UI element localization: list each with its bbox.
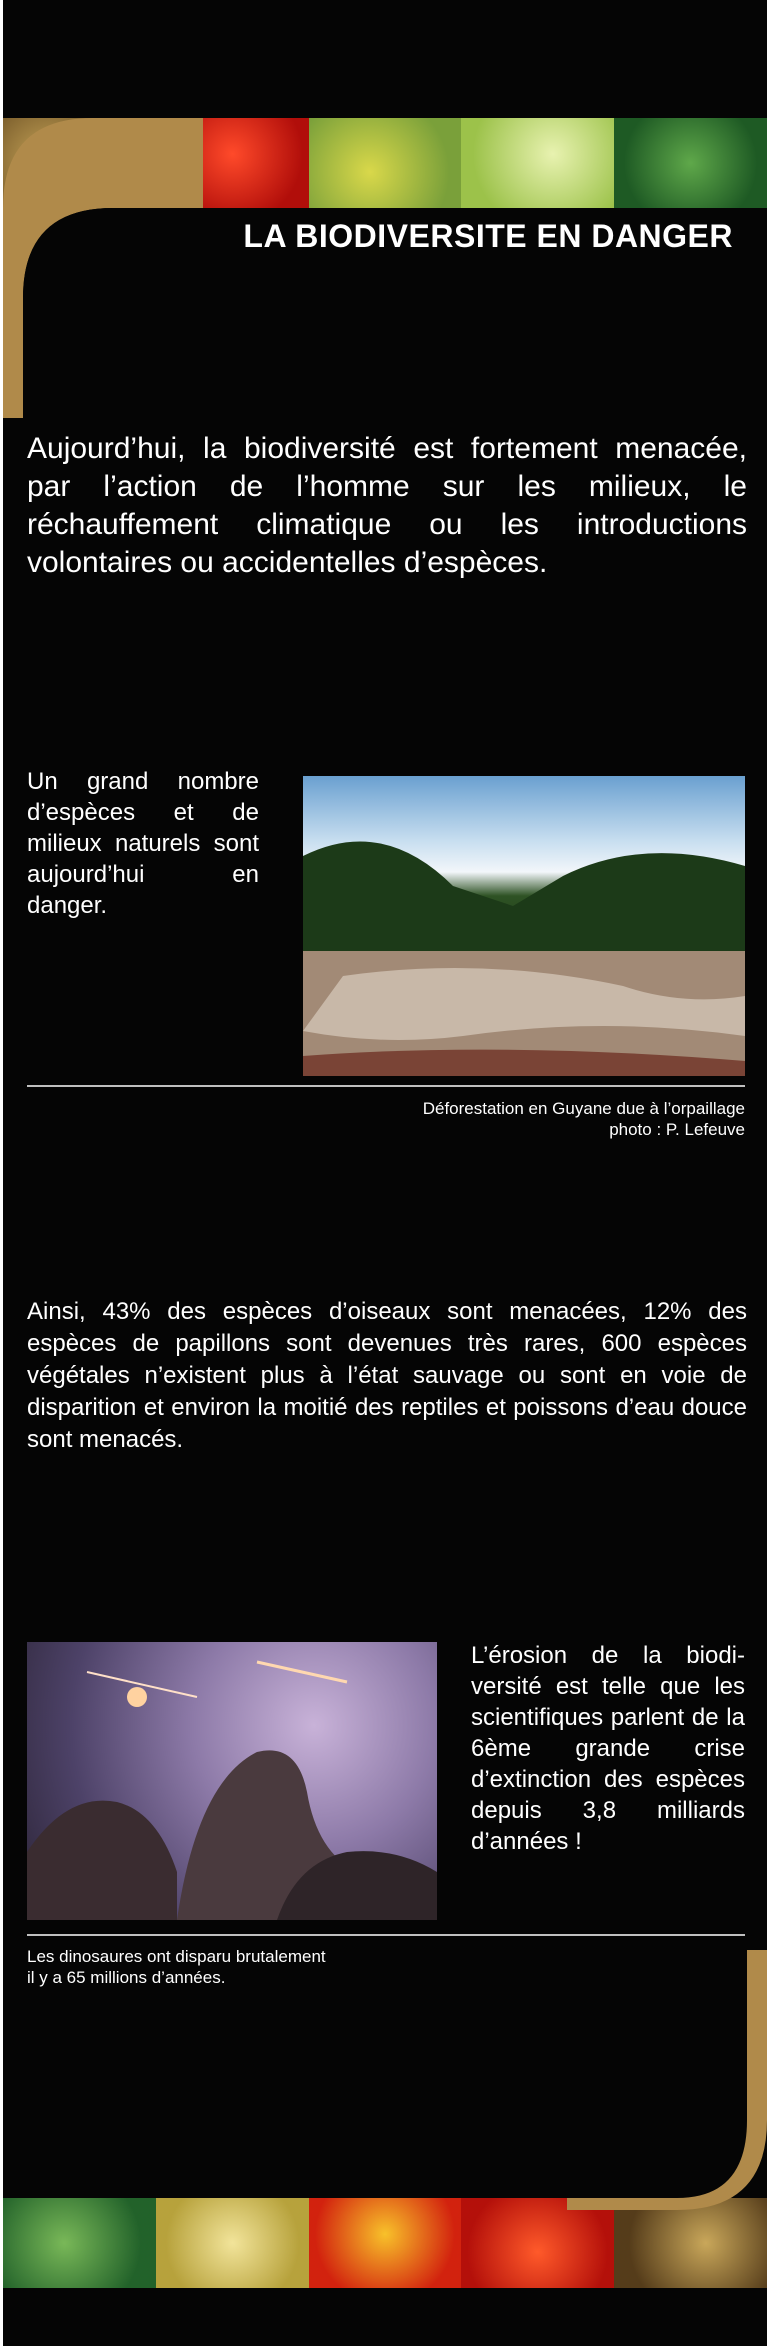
dinosaur-illustration xyxy=(27,1642,437,1920)
statistics-paragraph: Ainsi, 43% des espèces d’oiseaux sont menacées, 12% des espèces de papillons sont devenues très rares, 600 espèces végétales n’existent plus à l’état sauvage ou sont en voie de disparition et environ la moitié des reptiles et poissons d’eau douce sont menacés. xyxy=(27,1298,747,1453)
caption-line-2: il y a 65 millions d’années. xyxy=(27,1968,226,1987)
banner-frog-image xyxy=(461,118,614,208)
poster xyxy=(3,0,767,2346)
caption-line-1: Les dinosaures ont disparu brutalement xyxy=(27,1947,326,1966)
poster-title: LA BIODIVERSITE EN DANGER xyxy=(243,218,733,254)
banner-cream-flower-image xyxy=(156,2198,309,2288)
deforestation-caption xyxy=(303,1098,745,1140)
banner-leopard-image xyxy=(614,2198,767,2288)
banner-leaf-image xyxy=(614,118,767,208)
deforestation-photo xyxy=(303,776,745,1076)
banner-leaf-image xyxy=(3,2198,156,2288)
extinction-text: L’érosion de la biodi-versité est telle que les scientifiques parlent de la 6ème grande crise d’extinction des espèces depuis 3,8 milliards d’années ! xyxy=(471,1642,745,1855)
dinosaur-caption xyxy=(27,1946,447,1988)
caption-divider-2 xyxy=(27,1934,745,1936)
top-left-curve xyxy=(3,118,203,418)
bottom-right-curve xyxy=(567,1950,767,2210)
danger-text: Un grand nombre d’espèces et de milieux naturels sont aujourd’hui en danger. xyxy=(27,768,259,919)
bottom-nature-banner xyxy=(3,2198,767,2288)
banner-red-flower-image xyxy=(461,2198,614,2288)
caption-divider-1 xyxy=(27,1085,745,1087)
photo-credit: photo : P. Lefeuve xyxy=(609,1120,745,1139)
caption-title: Déforestation en Guyane due à l’orpaillage xyxy=(422,1099,745,1118)
intro-paragraph: Aujourd’hui, la biodiversité est fortement menacée, par l’action de l’homme sur les milieux, le réchauffement climatique ou les introductions volontaires ou accidentelles d’espèces. xyxy=(27,432,747,579)
banner-yellow-stamen-image xyxy=(309,2198,462,2288)
banner-yellow-flower-image xyxy=(309,118,462,208)
